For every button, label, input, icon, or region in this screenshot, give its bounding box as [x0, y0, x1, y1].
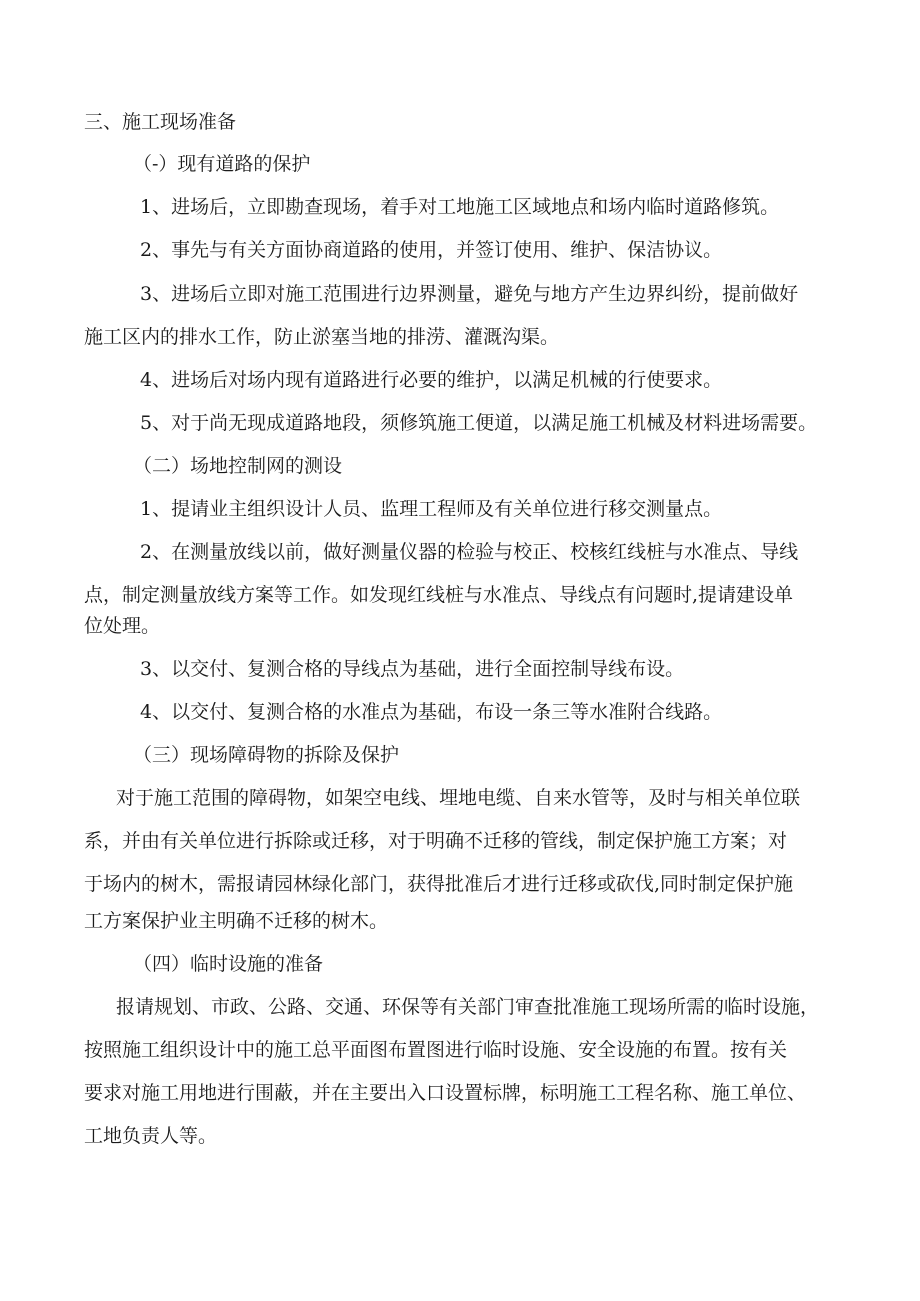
- paragraph-line: 3、以交付、复测合格的导线点为基础，进行全面控制导线布设。: [140, 658, 685, 680]
- paragraph-line: 工方案保护业主明确不迁移的树木。: [84, 910, 389, 932]
- paragraph-line: 按照施工组织设计中的施工总平面图布置图进行临时设施、安全设施的布置。按有关: [84, 1039, 788, 1061]
- paragraph-line: 施工区内的排水工作，防止淤塞当地的排涝、灌溉沟渠。: [84, 326, 560, 348]
- subsection-heading-road-protection: （-）现有道路的保护: [133, 153, 311, 175]
- subsection-heading-obstacle-removal: （三）现场障碍物的拆除及保护: [133, 744, 400, 766]
- paragraph-line: 于场内的树木，需报请园林绿化部门，获得批准后才进行迁移或砍伐,同时制定保护施: [84, 873, 794, 895]
- paragraph-line: 5、对于尚无现成道路地段，须修筑施工便道，以满足施工机械及材料进场需要。: [140, 412, 818, 434]
- paragraph-line: 要求对施工用地进行围蔽，并在主要出入口设置标牌，标明施工工程名称、施工单位、: [84, 1082, 807, 1104]
- paragraph-line: 对于施工范围的障碍物，如架空电线、埋地电缆、自来水管等，及时与相关单位联: [116, 787, 801, 809]
- paragraph-line: 工地负责人等。: [84, 1125, 218, 1147]
- paragraph-line: 报请规划、市政、公路、交通、环保等有关部门审查批准施工现场所需的临时设施，: [116, 996, 820, 1018]
- subsection-heading-temporary-facilities: （四）临时设施的准备: [133, 953, 324, 975]
- paragraph-line: 2、在测量放线以前，做好测量仪器的检验与校正、校核红线桩与水准点、导线: [140, 541, 799, 563]
- subsection-heading-control-network: （二）场地控制网的测设: [133, 455, 343, 477]
- paragraph-line: 系，并由有关单位进行拆除或迁移，对于明确不迁移的管线，制定保护施工方案；对: [84, 830, 788, 852]
- section-title: 三、施工现场准备: [84, 111, 237, 133]
- paragraph-line: 3、进场后立即对施工范围进行边界测量，避免与地方产生边界纠纷，提前做好: [140, 283, 799, 305]
- paragraph-line: 1、提请业主组织设计人员、监理工程师及有关单位进行移交测量点。: [140, 498, 723, 520]
- paragraph-line: 点，制定测量放线方案等工作。如发现红线桩与水准点、导线点有问题时,提请建设单: [84, 584, 794, 606]
- paragraph-line: 位处理。: [84, 615, 161, 637]
- paragraph-line: 4、进场后对场内现有道路进行必要的维护，以满足机械的行使要求。: [140, 369, 723, 391]
- paragraph-line: 4、以交付、复测合格的水准点为基础，布设一条三等水准附合线路。: [140, 701, 723, 723]
- paragraph-line: 2、事先与有关方面协商道路的使用，并签订使用、维护、保洁协议。: [140, 239, 723, 261]
- paragraph-line: 1、进场后，立即勘查现场，着手对工地施工区域地点和场内临时道路修筑。: [140, 196, 780, 218]
